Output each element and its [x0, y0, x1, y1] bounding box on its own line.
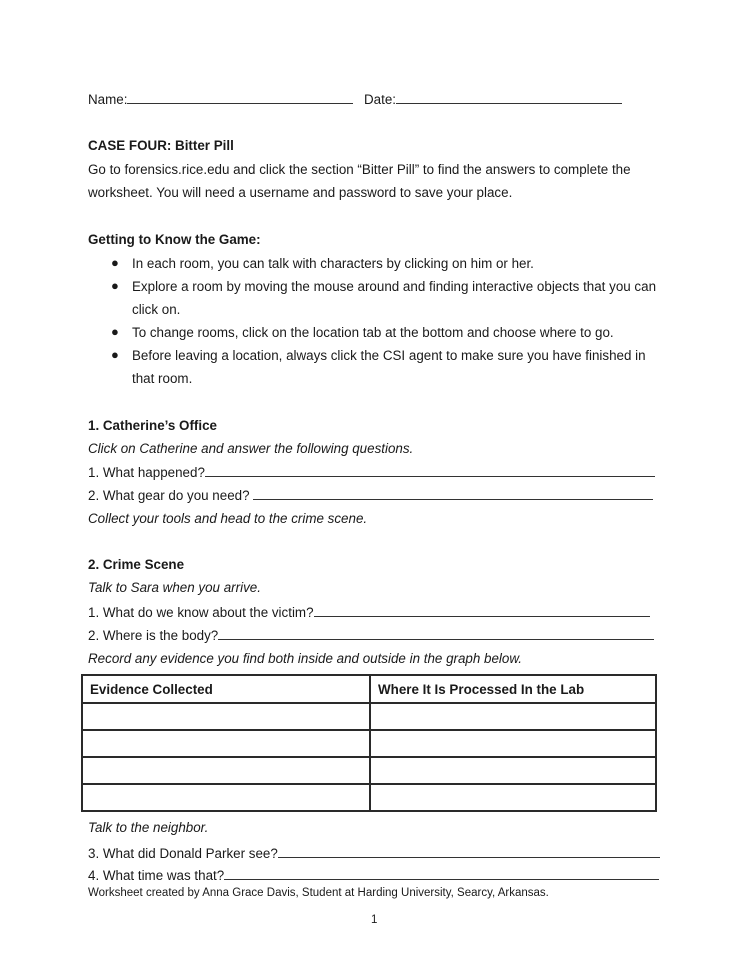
question-label: 1. What happened? — [88, 465, 205, 480]
section1-closing: Collect your tools and head to the crime scene. — [88, 511, 368, 526]
section-heading-catherines-office: 1. Catherine’s Office — [88, 418, 217, 433]
table-cell[interactable] — [370, 703, 656, 730]
evidence-table — [81, 674, 657, 812]
answer-blank[interactable] — [224, 867, 659, 880]
table-cell[interactable] — [370, 784, 656, 811]
question-label: 2. Where is the body? — [88, 628, 219, 643]
name-label: Name: — [88, 92, 128, 107]
table-row — [82, 703, 656, 730]
answer-blank[interactable] — [218, 627, 654, 640]
intro-line-1: Go to forensics.rice.edu and click the section “Bitter Pill” to find the answers to complete the — [88, 162, 631, 177]
date-blank[interactable] — [396, 91, 622, 104]
bullet-item: To change rooms, click on the location tab at the bottom and choose where to go. — [132, 325, 614, 340]
table-cell[interactable] — [370, 757, 656, 784]
column-header-evidence: Evidence Collected — [82, 675, 370, 703]
question-label: 4. What time was that? — [88, 868, 225, 883]
table-cell[interactable] — [82, 757, 370, 784]
page-title: CASE FOUR: Bitter Pill — [88, 138, 234, 153]
question-victim[interactable] — [88, 604, 650, 621]
footer-credit: Worksheet created by Anna Grace Davis, Student at Harding University, Searcy, Arkansas. — [88, 887, 549, 899]
table-row — [82, 730, 656, 757]
bullet-icon: ● — [111, 347, 119, 362]
name-blank[interactable] — [127, 91, 353, 104]
question-label: 1. What do we know about the victim? — [88, 605, 314, 620]
bullet-icon: ● — [111, 255, 119, 270]
section1-instruction: Click on Catherine and answer the following questions. — [88, 441, 414, 456]
section2-instruction: Talk to Sara when you arrive. — [88, 580, 261, 595]
page-number: 1 — [371, 914, 378, 926]
answer-blank[interactable] — [314, 604, 650, 617]
question-label: 3. What did Donald Parker see? — [88, 846, 278, 861]
bullet-item-cont: that room. — [132, 371, 193, 386]
table-instruction: Record any evidence you find both inside and outside in the graph below. — [88, 651, 523, 666]
date-field[interactable] — [364, 91, 622, 108]
section-heading-crime-scene: 2. Crime Scene — [88, 557, 185, 572]
date-label: Date: — [364, 92, 397, 107]
table-cell[interactable] — [370, 730, 656, 757]
bullet-item: Explore a room by moving the mouse around and finding interactive objects that you can — [132, 279, 657, 294]
table-cell[interactable] — [82, 730, 370, 757]
name-field[interactable] — [88, 91, 353, 108]
question-donald-parker[interactable] — [88, 845, 660, 862]
table-row — [82, 757, 656, 784]
question-time[interactable] — [88, 867, 659, 884]
answer-blank[interactable] — [253, 487, 653, 500]
neighbor-instruction: Talk to the neighbor. — [88, 820, 209, 835]
bullet-item: Before leaving a location, always click the CSI agent to make sure you have finished in — [132, 348, 646, 363]
answer-blank[interactable] — [278, 845, 660, 858]
bullet-icon: ● — [111, 278, 119, 293]
question-label: 2. What gear do you need? — [88, 488, 254, 503]
table-cell[interactable] — [82, 784, 370, 811]
table-header-row — [82, 675, 656, 703]
question-gear[interactable] — [88, 487, 653, 504]
bullet-item-cont: click on. — [132, 302, 181, 317]
question-what-happened[interactable] — [88, 464, 655, 481]
column-header-lab: Where It Is Processed In the Lab — [370, 675, 656, 703]
table-row — [82, 784, 656, 811]
bullet-icon: ● — [111, 324, 119, 339]
table-cell[interactable] — [82, 703, 370, 730]
question-body[interactable] — [88, 627, 654, 644]
intro-line-2: worksheet. You will need a username and password to save your place. — [88, 185, 513, 200]
bullet-item: In each room, you can talk with characters by clicking on him or her. — [132, 256, 534, 271]
section-heading-getting-to-know: Getting to Know the Game: — [88, 232, 261, 247]
answer-blank[interactable] — [205, 464, 655, 477]
